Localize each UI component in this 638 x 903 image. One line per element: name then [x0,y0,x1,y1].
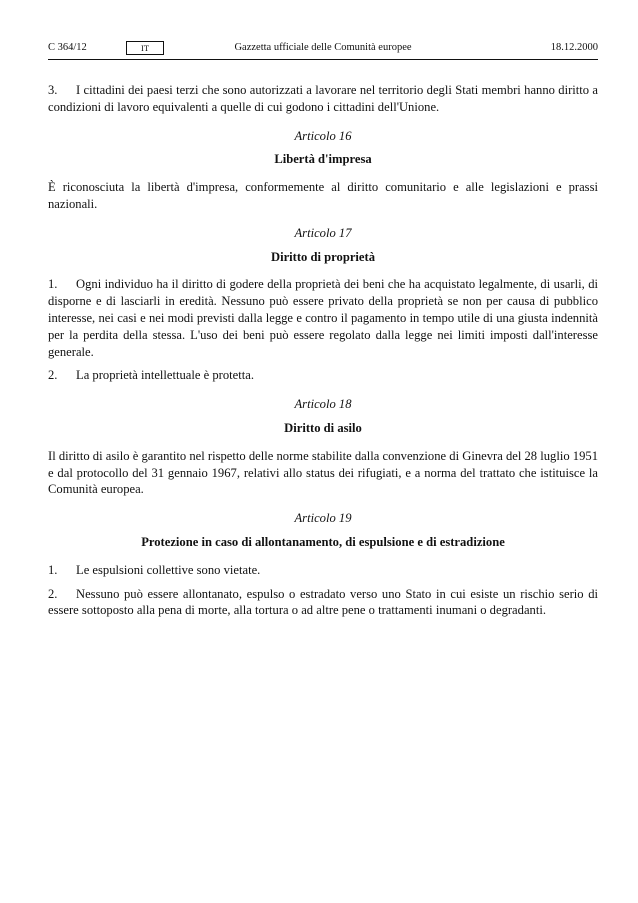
article-title: Libertà d'impresa [274,152,372,167]
intro-paragraph [48,82,598,116]
header-divider [48,59,598,60]
article-title: Diritto di asilo [284,420,362,435]
article-title: Diritto di proprietà [270,249,375,264]
paragraph-text: La proprietà intellettuale è protetta. [76,368,254,383]
paragraph-text: I cittadini dei paesi terzi che sono autorizzati a lavorare nel territorio degli Stati membri hanno diritto a condizioni di lavoro equivalenti a quelle di cui godono i cittadini dell'Unione. [48,83,598,114]
paragraph-text: Ogni individuo ha il diritto di godere della proprietà dei beni che ha acquistato legalmente, di usarli, di disporne e di lasciarli in eredità. Nessuno può essere privato della proprietà se non per causa di pubblico interesse, nei casi e nei modi previsti dalla legge e contro il pagamento in tempo utile di una giusta indennità per la perdita della stessa. L'uso dei beni può essere regolato dalla legge nei limiti imposti dall'interesse generale. [48,277,598,359]
paragraph-text: È riconosciuta la libertà d'impresa, conformemente al diritto comunitario e alle legislazioni e prassi nazionali. [48,180,598,211]
paragraph-number: 1. [48,562,58,577]
publication-date: 18.12.2000 [550,42,598,53]
page-header [48,40,598,56]
paragraph-number: 2. [48,368,58,383]
article-number: Articolo 19 [294,511,352,526]
paragraph-number: 3. [48,83,58,97]
article-paragraph [48,586,598,620]
document-page [48,40,598,626]
article-paragraph [48,448,598,498]
paragraph-text: Le espulsioni collettive sono vietate. [76,562,261,577]
article-number: Articolo 17 [294,225,352,240]
article-paragraph [48,179,598,213]
paragraph-number: 2. [48,586,58,601]
article-paragraph [48,276,598,360]
article-title: Protezione in caso di allontanamento, di espulsione e di estradizione [141,534,505,549]
journal-title: Gazzetta ufficiale delle Comunità europee [234,42,412,53]
article-number: Articolo 18 [294,397,352,412]
journal-number: C 364/12 [48,42,87,53]
paragraph-number: 1. [48,277,58,292]
article-number: Articolo 16 [294,128,352,143]
language-badge: IT [126,41,164,55]
document-body [48,82,598,619]
paragraph-text: Nessuno può essere allontanato, espulso o estradato verso uno Stato in cui esiste un rischio serio di essere sottoposto alla pena di morte, alla tortura o ad altre pene o trattamenti inumani o degradanti. [48,586,598,618]
paragraph-text: Il diritto di asilo è garantito nel rispetto delle norme stabilite dalla convenzione di Ginevra del 28 luglio 1951 e dal protocollo del 31 gennaio 1967, relativi allo status dei rifugiati, e a norma del trattato che istituisce la Comunità europea. [48,448,598,497]
article-paragraph [48,562,598,579]
article-paragraph [48,367,598,384]
